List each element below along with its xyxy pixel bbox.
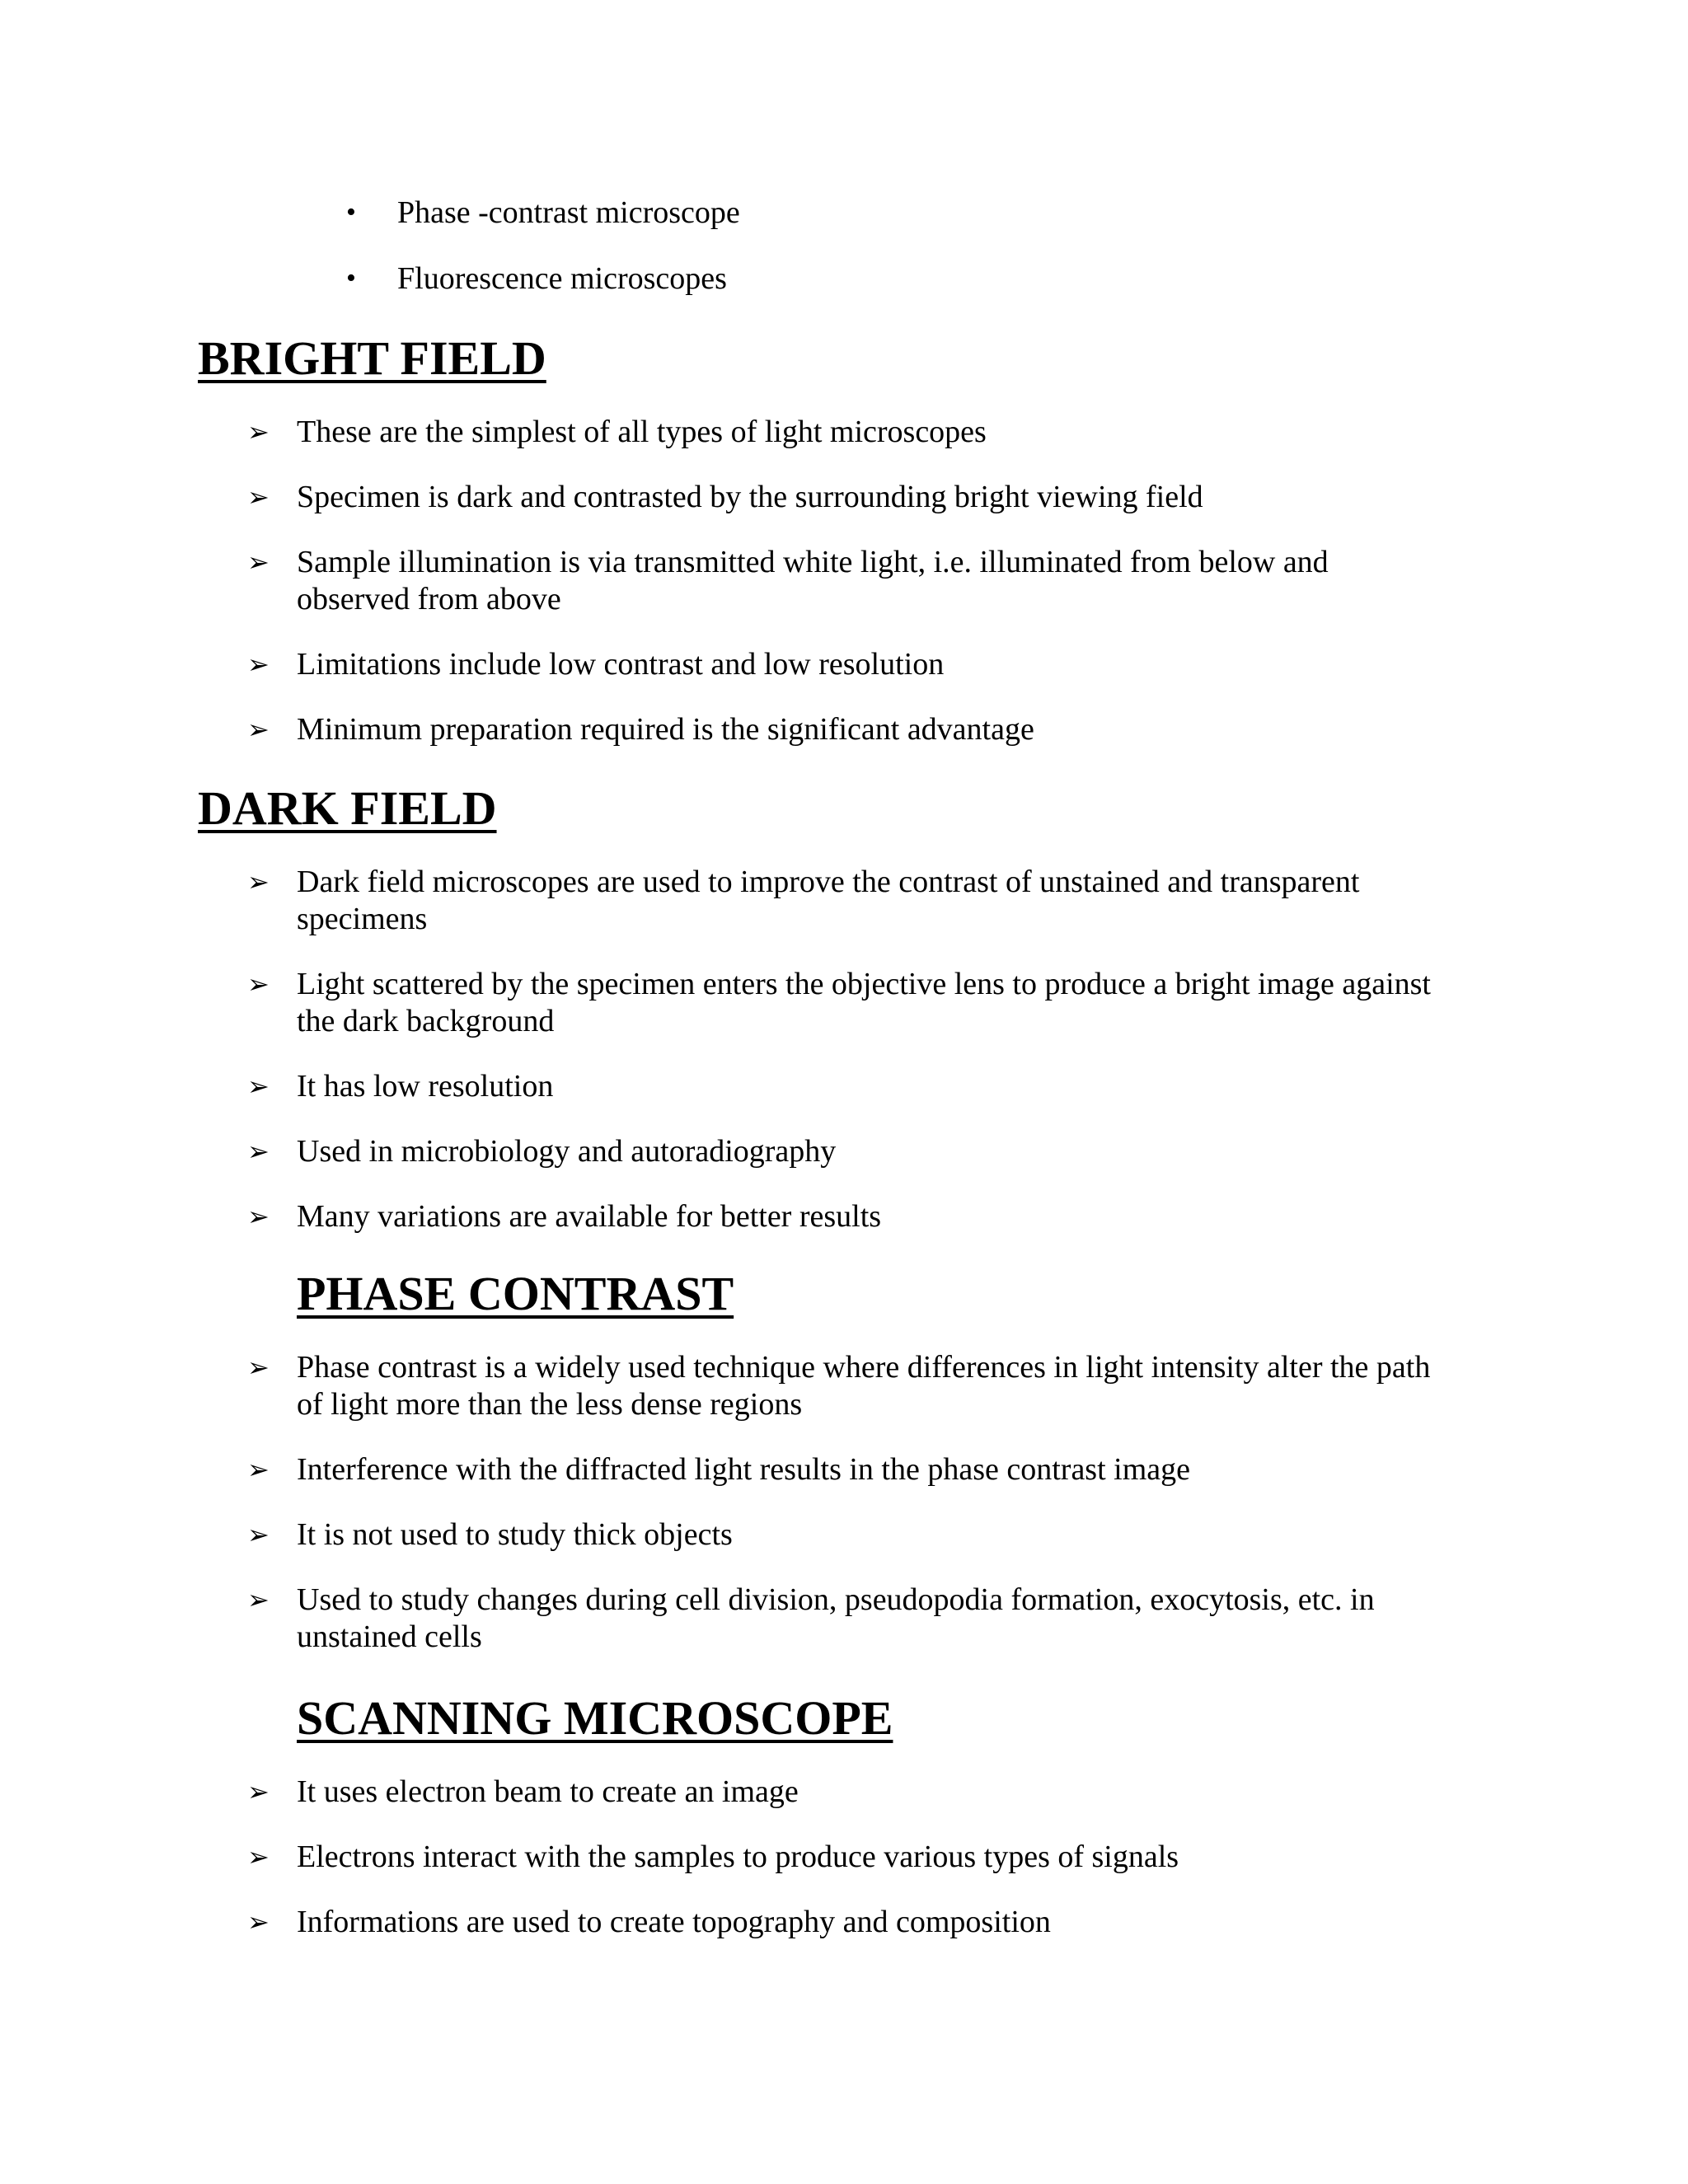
bright-field-list — [247, 414, 1442, 776]
list-item — [247, 1774, 1442, 1811]
list-item-text: Light scattered by the specimen enters the objective lens to produce a bright image against the dark background — [297, 967, 1431, 1038]
list-item-text: Informations are used to create topography and composition — [297, 1905, 1051, 1939]
list-item-text: Specimen is dark and contrasted by the surrounding bright viewing field — [297, 480, 1203, 514]
list-item — [247, 479, 1442, 516]
list-item-text: Phase contrast is a widely used technique where differences in light intensity alter the path of light more than the less dense regions — [297, 1350, 1431, 1422]
list-item — [346, 194, 740, 260]
list-item — [247, 711, 1442, 748]
list-item-text: Interference with the diffracted light results in the phase contrast image — [297, 1452, 1191, 1487]
list-item-text: Limitations include low contrast and low resolution — [297, 647, 945, 682]
arrow-bullet-icon: ➢ — [247, 1352, 270, 1383]
list-item-text: Minimum preparation required is the significant advantage — [297, 712, 1034, 747]
arrow-bullet-icon: ➢ — [247, 1841, 270, 1872]
list-item — [247, 864, 1442, 938]
list-item-text: It has low resolution — [297, 1069, 554, 1104]
arrow-bullet-icon: ➢ — [247, 866, 270, 898]
list-item-text: Dark field microscopes are used to improve the contrast of unstained and transparent specimens — [297, 865, 1360, 936]
intro-bullet-list — [346, 194, 740, 326]
list-item — [247, 1198, 1442, 1235]
section-heading-bright-field: BRIGHT FIELD — [198, 331, 546, 385]
arrow-bullet-icon: ➢ — [247, 714, 270, 745]
list-item-text: These are the simplest of all types of light microscopes — [297, 415, 987, 449]
arrow-bullet-icon: ➢ — [247, 649, 270, 680]
list-item-text: It is not used to study thick objects — [297, 1517, 733, 1552]
list-item — [247, 646, 1442, 683]
list-item-text: Fluorescence microscopes — [397, 261, 727, 296]
list-item-text: It uses electron beam to create an image — [297, 1774, 799, 1809]
section-heading-phase-contrast: PHASE CONTRAST — [297, 1267, 734, 1320]
arrow-bullet-icon: ➢ — [247, 1071, 270, 1102]
list-item — [346, 260, 740, 326]
arrow-bullet-icon: ➢ — [247, 1776, 270, 1807]
list-item — [247, 1839, 1442, 1876]
dark-field-list — [247, 864, 1442, 1263]
list-item-text: Many variations are available for better results — [297, 1199, 882, 1234]
list-item-text: Electrons interact with the samples to produce various types of signals — [297, 1840, 1179, 1874]
arrow-bullet-icon: ➢ — [247, 968, 270, 1000]
arrow-bullet-icon: ➢ — [247, 1906, 270, 1938]
dot-bullet-icon: • — [346, 197, 356, 227]
dot-bullet-icon: • — [346, 263, 356, 293]
section-heading-scanning-microscope: SCANNING MICROSCOPE — [297, 1691, 893, 1745]
list-item — [247, 1349, 1442, 1423]
arrow-bullet-icon: ➢ — [247, 481, 270, 513]
arrow-bullet-icon: ➢ — [247, 1454, 270, 1485]
scanning-microscope-list — [247, 1774, 1442, 1969]
list-item — [247, 1451, 1442, 1488]
list-item-text: Sample illumination is via transmitted white light, i.e. illuminated from below and observed from above — [297, 545, 1329, 616]
list-item-text: Used to study changes during cell division, pseudopodia formation, exocytosis, etc. in unstained cells — [297, 1582, 1375, 1654]
list-item — [247, 966, 1442, 1040]
arrow-bullet-icon: ➢ — [247, 546, 270, 578]
arrow-bullet-icon: ➢ — [247, 416, 270, 448]
list-item-text: Used in microbiology and autoradiography — [297, 1134, 837, 1169]
list-item — [247, 1904, 1442, 1941]
arrow-bullet-icon: ➢ — [247, 1584, 270, 1615]
list-item — [247, 1516, 1442, 1554]
arrow-bullet-icon: ➢ — [247, 1201, 270, 1232]
phase-contrast-list — [247, 1349, 1442, 1684]
list-item — [247, 1133, 1442, 1170]
arrow-bullet-icon: ➢ — [247, 1136, 270, 1167]
list-item — [247, 1582, 1442, 1656]
section-heading-dark-field: DARK FIELD — [198, 781, 497, 835]
list-item — [247, 1068, 1442, 1105]
arrow-bullet-icon: ➢ — [247, 1519, 270, 1550]
list-item — [247, 414, 1442, 451]
list-item — [247, 544, 1442, 618]
list-item-text: Phase -contrast microscope — [397, 195, 740, 230]
